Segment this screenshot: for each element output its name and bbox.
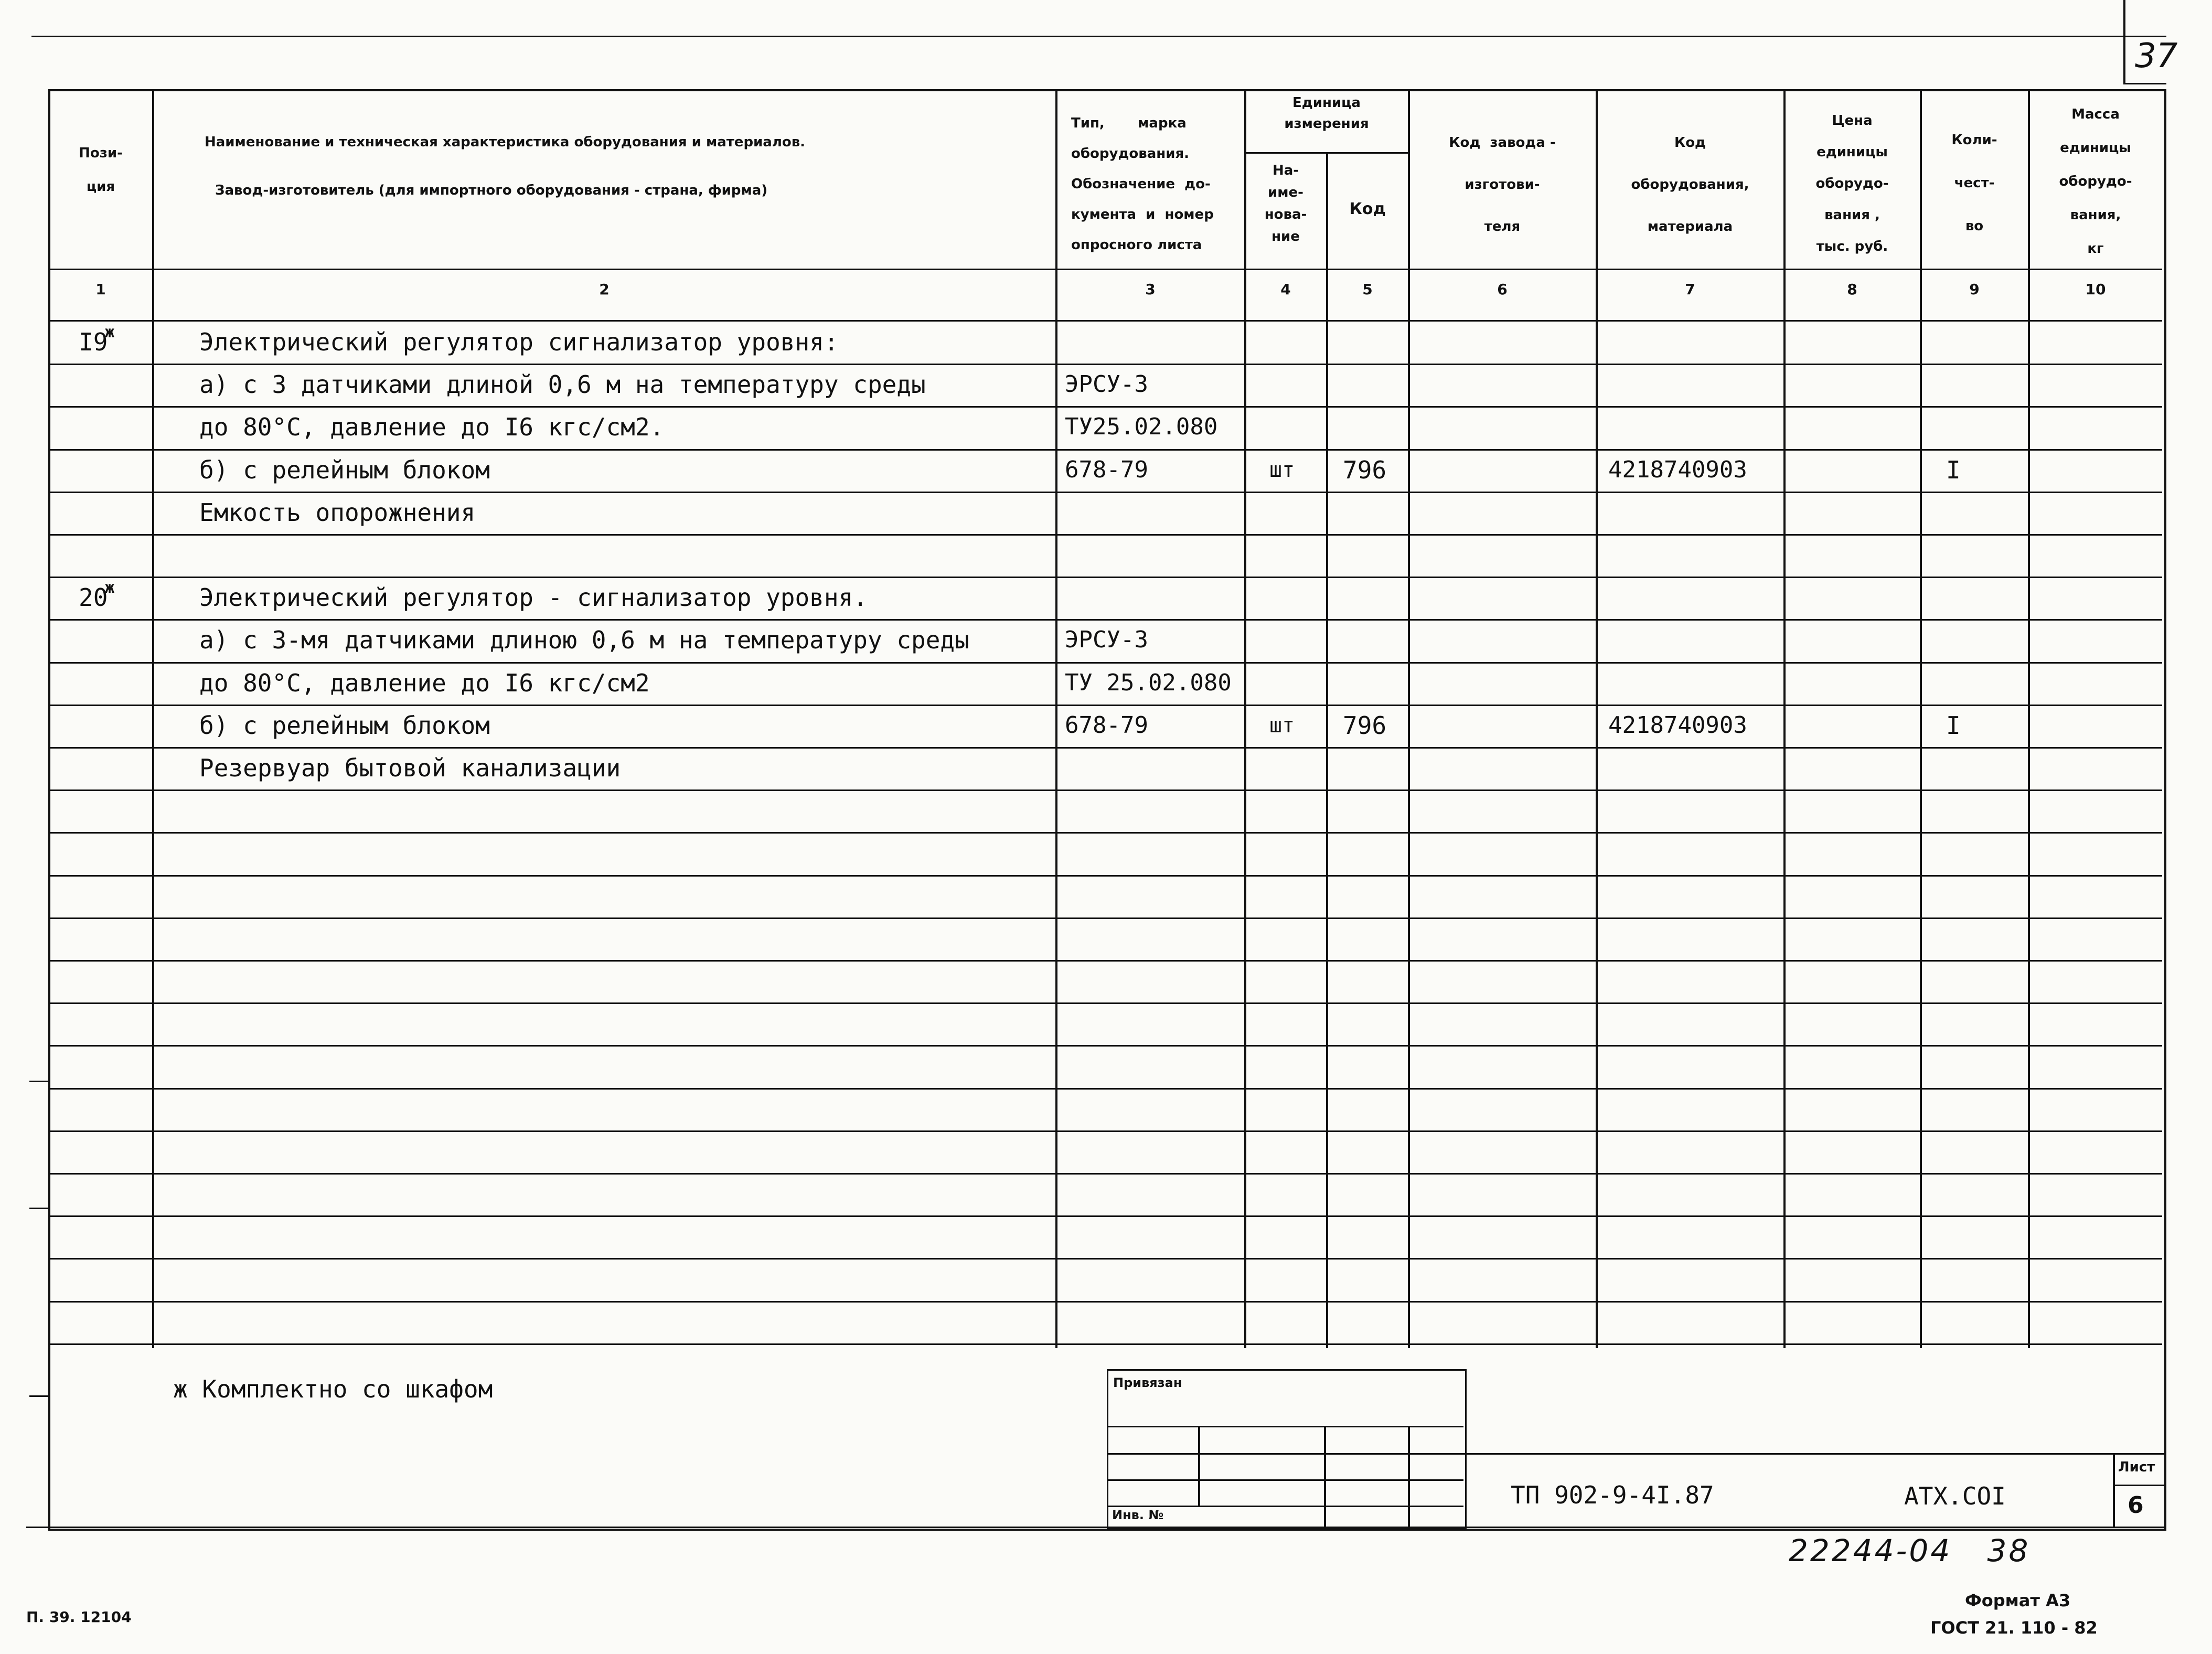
stamp-vline-3: [1408, 1426, 1410, 1527]
row-line: [48, 1002, 2162, 1004]
row-line: [48, 1343, 2162, 1345]
stamp-line-c: [1107, 1479, 1463, 1481]
row-name: Электрический регулятор - сигнализатор уровня.: [199, 583, 868, 612]
col-line-9: [2028, 89, 2030, 1348]
print-mark: П. 39. 12104: [26, 1608, 132, 1626]
header-unit-name: На- име- нова- ние: [1264, 163, 1307, 244]
row-line: [48, 364, 2162, 365]
row-equipment-code: 4218740903: [1608, 712, 1747, 739]
header-price: Цена единицы оборудо- вания , тыс. руб.: [1815, 113, 1889, 254]
header-unit-group: Единица измерения: [1284, 95, 1369, 132]
header-plant-code: Код завода - изготови- теля: [1449, 135, 1556, 234]
row-type: ТУ 25.02.080: [1065, 669, 1232, 696]
row-line: [48, 832, 2162, 834]
colnum-8: 8: [1847, 281, 1857, 298]
row-line: [48, 534, 2162, 536]
table-frame: [48, 89, 2166, 1531]
row-type: 678-79: [1065, 712, 1148, 739]
row-quantity: I: [1946, 456, 1961, 484]
stamp-line-a: [1107, 1426, 1463, 1427]
colnum-bottom-line: [48, 320, 2162, 322]
title-block-top: [1463, 1453, 2164, 1455]
col-line-6: [1596, 89, 1598, 1348]
header-name-line2: Завод-изготовитель (для импортного оборудования - страна, фирма): [215, 183, 768, 198]
row-line: [48, 705, 2162, 706]
row-line: [48, 917, 2162, 919]
row-unit-code: 796: [1343, 456, 1387, 484]
row-name: б) с релейным блоком: [199, 711, 490, 740]
bottom-outer-line: [26, 1527, 2164, 1528]
row-line: [48, 1130, 2162, 1132]
col-line-3: [1244, 89, 1246, 1348]
row-quantity: I: [1946, 711, 1961, 740]
sheet-number: 6: [2128, 1492, 2144, 1519]
row-name: б) с релейным блоком: [199, 456, 490, 484]
colnum-10: 10: [2085, 281, 2106, 298]
header-position: Пози- ция: [79, 145, 123, 195]
colnum-6: 6: [1497, 281, 1508, 298]
row-position: I9: [79, 328, 108, 356]
colnum-7: 7: [1685, 281, 1695, 298]
footnote: ж Комплектно со шкафом: [173, 1375, 493, 1403]
row-line: [48, 492, 2162, 493]
sheet-label: Лист: [2118, 1459, 2155, 1475]
row-line: [48, 619, 2162, 621]
row-line: [48, 1215, 2162, 1217]
row-unit-code: 796: [1343, 711, 1387, 740]
row-line: [48, 747, 2162, 749]
row-line: [48, 789, 2162, 791]
row-name: до 80°С, давление до I6 кгс/см2.: [199, 413, 665, 441]
header-equipment-code: Код оборудования, материала: [1631, 135, 1749, 234]
row-line: [48, 406, 2162, 408]
row-line: [48, 960, 2162, 962]
row-line: [48, 1301, 2162, 1303]
colnum-2: 2: [599, 281, 610, 298]
header-mass: Масса единицы оборудо- вания, кг: [2059, 106, 2132, 257]
header-quantity: Коли- чест- во: [1951, 132, 1997, 234]
colnum-4: 4: [1280, 281, 1291, 298]
row-position-mark: ж: [105, 579, 115, 597]
margin-tick-3: [29, 1395, 50, 1397]
row-line: [48, 1045, 2162, 1047]
stamp-inv-label: Инв. №: [1112, 1508, 1164, 1522]
doc-mark: АТХ.СОI: [1904, 1482, 2006, 1510]
stamp-vline-2: [1324, 1426, 1326, 1527]
row-line: [48, 1088, 2162, 1090]
row-line: [48, 449, 2162, 451]
row-line: [48, 577, 2162, 578]
corner-box-left: [2123, 0, 2125, 84]
stamp-line-b: [1107, 1453, 1463, 1455]
row-line: [48, 875, 2162, 877]
handwritten-number: 22244-04 38: [1789, 1533, 2031, 1568]
row-name: Электрический регулятор сигнализатор уровня:: [199, 328, 839, 356]
col-line-8: [1920, 89, 1922, 1348]
sheet-corner-number: 37: [2135, 37, 2178, 76]
col-line-2: [1055, 89, 1057, 1348]
row-name: Емкость опорожнения: [199, 498, 476, 527]
col-line-7: [1783, 89, 1786, 1348]
row-name: до 80°С, давление до I6 кгс/см2: [199, 669, 650, 697]
row-type: ТУ25.02.080: [1065, 413, 1218, 440]
row-name: Резервуар бытовой канализации: [199, 754, 621, 782]
colnum-3: 3: [1145, 281, 1156, 298]
row-type: ЭРСУ-3: [1065, 371, 1148, 398]
unit-group-line: [1244, 152, 1408, 154]
top-border-line: [31, 36, 2166, 37]
row-unit: шт: [1269, 713, 1295, 738]
margin-tick-1: [29, 1081, 50, 1082]
header-type: Тип, марка оборудования. Обозначение до- кумента и номер опросного листа: [1071, 115, 1214, 253]
colnum-5: 5: [1362, 281, 1373, 298]
row-name: а) с 3-мя датчиками длиною 0,6 м на температуру среды: [199, 626, 969, 654]
row-name: а) с 3 датчиками длиной 0,6 м на температуру среды: [199, 370, 926, 399]
stamp-vline-1: [1198, 1426, 1200, 1506]
corner-box-bottom: [2123, 83, 2166, 84]
row-unit: шт: [1269, 458, 1295, 482]
header-name-line1: Наименование и техническая характеристика оборудования и материалов.: [205, 134, 806, 150]
row-position-mark: ж: [105, 323, 115, 342]
sheet-box-mid: [2113, 1485, 2164, 1486]
row-type: 678-79: [1065, 456, 1148, 483]
col-line-5: [1408, 89, 1410, 1348]
stamp-attached-label: Привязан: [1113, 1375, 1182, 1390]
format-label: Формат А3: [1965, 1591, 2071, 1610]
row-line: [48, 1258, 2162, 1260]
row-line: [48, 662, 2162, 664]
colnum-9: 9: [1969, 281, 1980, 298]
header-unit-code: Код: [1349, 200, 1386, 218]
stamp-line-d: [1107, 1506, 1463, 1507]
col-line-1: [152, 89, 154, 1348]
row-line: [48, 1173, 2162, 1175]
margin-tick-2: [29, 1208, 50, 1209]
standard-label: ГОСТ 21. 110 - 82: [1930, 1618, 2098, 1638]
row-equipment-code: 4218740903: [1608, 456, 1747, 483]
row-position: 20: [79, 583, 108, 612]
doc-code: ТП 902-9-4I.87: [1511, 1481, 1714, 1509]
header-bottom-line: [48, 269, 2162, 270]
col-line-4: [1326, 152, 1328, 1348]
sheet-box-left: [2113, 1453, 2115, 1527]
colnum-1: 1: [95, 281, 106, 298]
row-type: ЭРСУ-3: [1065, 626, 1148, 653]
